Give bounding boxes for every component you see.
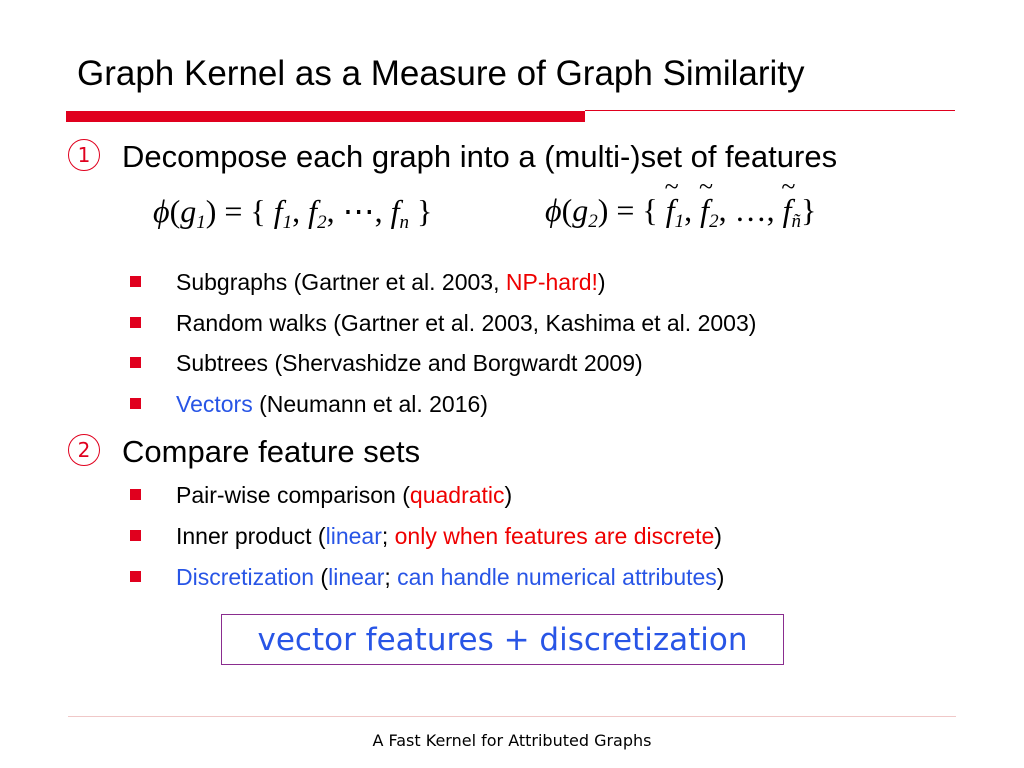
title-underline-thick [66, 111, 585, 122]
bullet-square-icon [130, 276, 141, 287]
footer-text: A Fast Kernel for Attributed Graphs [372, 731, 652, 750]
section-1-label: Decompose each graph into a (multi-)set of features [122, 138, 838, 174]
circled-number-1: 1 [68, 139, 100, 171]
bullet-random-walks: Random walks (Gartner et al. 2003, Kashima et al. 2003) [130, 308, 756, 338]
bullet-inner-product: Inner product (linear; only when features are discrete) [130, 521, 722, 551]
bullet-square-icon [130, 530, 141, 541]
bullet-discretization: Discretization (linear; can handle numerical attributes) [130, 562, 724, 592]
formula-phi-g1: $\phi(g_1)$ = { $f_1$, $f_2$, ⋯, $f_n$ } [153, 193, 433, 233]
bullet-vectors: Vectors (Neumann et al. 2016) [130, 389, 488, 419]
callout-box: vector features + discretization [221, 614, 784, 665]
bullet-subtrees: Subtrees (Shervashidze and Borgwardt 2009) [130, 348, 643, 378]
title-underline-thin [585, 110, 955, 111]
footer-divider [68, 716, 956, 717]
bullet-square-icon [130, 489, 141, 500]
section-2 [68, 431, 420, 471]
circled-number-2: 2 [68, 434, 100, 466]
bullet-pairwise: Pair-wise comparison (quadratic) [130, 480, 512, 510]
formula-phi-g2: $\phi(g_2)$ = { ~ $f_1$, ~ $f_2$, …, ~ $f_ñ$} [545, 192, 816, 233]
section-2-label: Compare feature sets [122, 433, 421, 469]
bullet-square-icon [130, 357, 141, 368]
section-1 [68, 136, 837, 176]
bullet-subgraphs: Subgraphs (Gartner et al. 2003, NP-hard!) [130, 267, 606, 297]
bullet-square-icon [130, 398, 141, 409]
bullet-square-icon [130, 317, 141, 328]
bullet-square-icon [130, 571, 141, 582]
slide-title: Graph Kernel as a Measure of Graph Similarity [77, 54, 805, 93]
